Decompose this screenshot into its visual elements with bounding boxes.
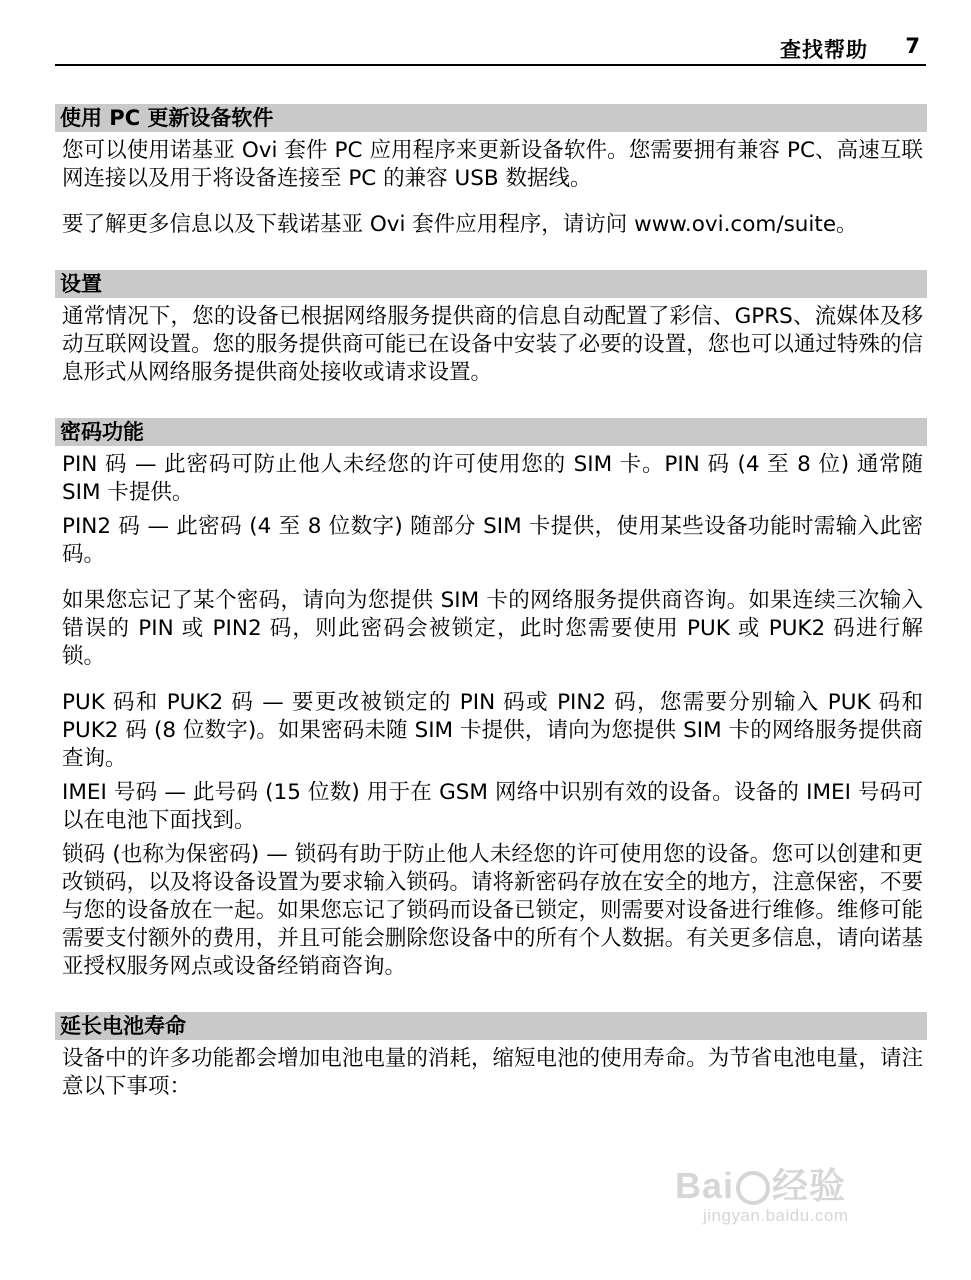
baidu-watermark (675, 1158, 915, 1238)
paragraph-lock-code: 锁码 (也称为保密码) — 锁码有助于防止他人未经您的许可使用您的设备。您可以创建和更改锁码，以及将设备设置为要求输入锁码。请将新密码存放在安全的地方，注意保密，不要与您的设备放在一起。如果您忘记了锁码而设备已锁定，则需要对设备进行维修。维修可能需要支付额外的费用，并且可能会删除您设备中的所有个人数据。有关更多信息，请向诺基亚授权服务网点或设备经销商咨询。 (62, 842, 923, 979)
paragraph: 通常情况下，您的设备已根据网络服务提供商的信息自动配置了彩信、GPRS、流媒体及移动互联网设置。您的服务提供商可能已在设备中安装了必要的设置，您也可以通过特殊的信息形式从网络服务提供商处接收或请求设置。 (62, 304, 923, 385)
page-number: 7 (905, 34, 920, 58)
paragraph-imei: IMEI 号码 — 此号码 (15 位数) 用于在 GSM 网络中识别有效的设备。设备的 IMEI 号码可以在电池下面找到。 (62, 780, 923, 833)
watermark-url: jingyan.baidu.com (703, 1206, 849, 1225)
page-header (55, 30, 926, 66)
paragraph: 设备中的许多功能都会增加电池电量的消耗，缩短电池的使用寿命。为节省电池电量，请注意以下事项： (62, 1046, 923, 1099)
paragraph-forgot-code: 如果您忘记了某个密码，请向为您提供 SIM 卡的网络服务提供商咨询。如果连续三次输入错误的 PIN 或 PIN2 码，则此密码会被锁定，此时您需要使用 PUK 或 PUK2 码进行解锁。 (62, 588, 923, 669)
header-title: 查找帮助 (780, 38, 868, 62)
paw-icon (736, 1171, 770, 1205)
section-battery-life (55, 1012, 927, 1101)
paragraph: 要了解更多信息以及下载诺基亚 Ovi 套件应用程序，请访问 www.ovi.com/suite。 (62, 212, 858, 237)
section-update-software (55, 104, 927, 239)
section-passcodes (55, 418, 927, 981)
section-title: 使用 PC 更新设备软件 (55, 104, 927, 132)
page-content (55, 104, 927, 1101)
paragraph: 您可以使用诺基亚 Ovi 套件 PC 应用程序来更新设备软件。您需要拥有兼容 PC、高速互联网连接以及用于将设备连接至 PC 的兼容 USB 数据线。 (62, 138, 923, 191)
section-title: 设置 (55, 270, 927, 298)
section-title: 密码功能 (55, 418, 927, 446)
watermark-logo-left: Bai (675, 1165, 735, 1206)
section-settings (55, 270, 927, 387)
section-title: 延长电池寿命 (55, 1012, 927, 1040)
watermark-logo-right: 经验 (772, 1165, 847, 1206)
paragraph-pin2-code: PIN2 码 — 此密码 (4 至 8 位数字) 随部分 SIM 卡提供，使用某些设备功能时需输入此密码。 (62, 514, 923, 567)
baidu-logo (675, 1158, 846, 1209)
paragraph-puk-code: PUK 码和 PUK2 码 — 要更改被锁定的 PIN 码或 PIN2 码，您需要分别输入 PUK 码和 PUK2 码 (8 位数字)。如果密码未随 SIM 卡提供，请向为您提供 SIM 卡的网络服务提供商查询。 (62, 690, 923, 771)
paragraph-pin-code: PIN 码 — 此密码可防止他人未经您的许可使用您的 SIM 卡。PIN 码 (4 至 8 位) 通常随 SIM 卡提供。 (62, 452, 923, 505)
